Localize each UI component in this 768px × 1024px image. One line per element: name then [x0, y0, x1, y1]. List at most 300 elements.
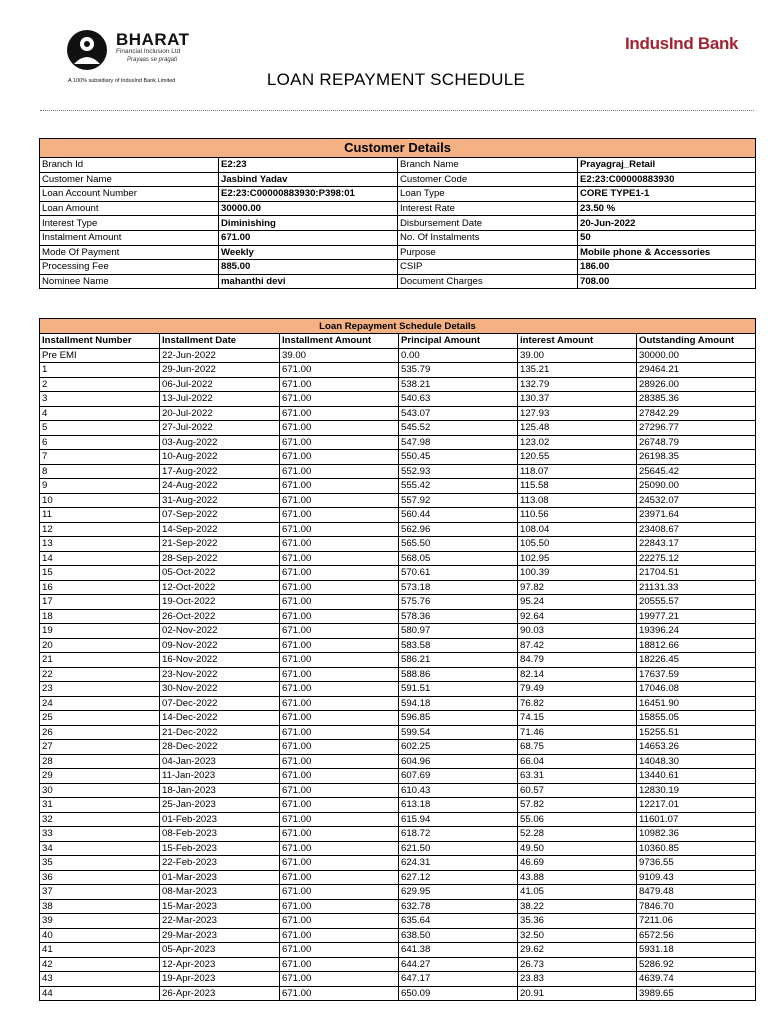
- table-cell: 12: [40, 522, 160, 537]
- table-row: [40, 725, 756, 740]
- table-cell: 671.00: [280, 522, 399, 537]
- table-row: [40, 537, 756, 552]
- customer-field-value: 23.50 %: [578, 201, 756, 216]
- table-cell: 05-Apr-2023: [160, 943, 280, 958]
- table-cell: 28-Dec-2022: [160, 740, 280, 755]
- table-cell: 31: [40, 798, 160, 813]
- table-cell: 632.78: [399, 899, 518, 914]
- table-cell: 20-Jul-2022: [160, 406, 280, 421]
- table-cell: 43.88: [518, 870, 637, 885]
- table-cell: 671.00: [280, 798, 399, 813]
- customer-field-value: 30000.00: [219, 201, 398, 216]
- table-cell: 17046.08: [637, 682, 756, 697]
- table-cell: 21: [40, 653, 160, 668]
- table-cell: 7846.70: [637, 899, 756, 914]
- table-cell: 30000.00: [637, 348, 756, 363]
- table-cell: 671.00: [280, 928, 399, 943]
- table-cell: 671.00: [280, 740, 399, 755]
- table-cell: 92.64: [518, 609, 637, 624]
- table-cell: 671.00: [280, 406, 399, 421]
- table-cell: 21704.51: [637, 566, 756, 581]
- table-row: [40, 508, 756, 523]
- customer-field-label: Document Charges: [398, 274, 578, 289]
- customer-field-value: 885.00: [219, 260, 398, 275]
- customer-field-value: Diminishing: [219, 216, 398, 231]
- table-cell: 26-Oct-2022: [160, 609, 280, 624]
- table-cell: 671.00: [280, 566, 399, 581]
- table-cell: 10-Aug-2022: [160, 450, 280, 465]
- schedule-column-header: Installment Number: [40, 334, 160, 349]
- table-row: [40, 363, 756, 378]
- table-cell: 24: [40, 696, 160, 711]
- customer-field-value: E2:23:C00000883930: [578, 172, 756, 187]
- table-row: [40, 957, 756, 972]
- table-cell: 545.52: [399, 421, 518, 436]
- customer-field-value: CORE TYPE1-1: [578, 187, 756, 202]
- customer-row: [40, 274, 756, 289]
- table-cell: 14-Dec-2022: [160, 711, 280, 726]
- table-cell: 28: [40, 754, 160, 769]
- table-cell: 95.24: [518, 595, 637, 610]
- table-cell: 647.17: [399, 972, 518, 987]
- table-cell: 671.00: [280, 885, 399, 900]
- table-cell: 25-Jan-2023: [160, 798, 280, 813]
- table-row: [40, 769, 756, 784]
- table-cell: 550.45: [399, 450, 518, 465]
- table-cell: 27296.77: [637, 421, 756, 436]
- table-cell: 15255.51: [637, 725, 756, 740]
- customer-field-label: Processing Fee: [40, 260, 219, 275]
- table-cell: 38.22: [518, 899, 637, 914]
- customer-field-value: 708.00: [578, 274, 756, 289]
- table-row: [40, 696, 756, 711]
- table-cell: 135.21: [518, 363, 637, 378]
- table-cell: 16: [40, 580, 160, 595]
- table-cell: 671.00: [280, 812, 399, 827]
- table-row: [40, 943, 756, 958]
- table-cell: 08-Feb-2023: [160, 827, 280, 842]
- customer-field-label: Interest Type: [40, 216, 219, 231]
- table-cell: 11-Jan-2023: [160, 769, 280, 784]
- table-cell: 26748.79: [637, 435, 756, 450]
- table-cell: 127.93: [518, 406, 637, 421]
- table-row: [40, 899, 756, 914]
- table-cell: 583.58: [399, 638, 518, 653]
- customer-row: [40, 230, 756, 245]
- table-cell: 66.04: [518, 754, 637, 769]
- table-cell: 671.00: [280, 551, 399, 566]
- table-cell: 602.25: [399, 740, 518, 755]
- table-cell: 5: [40, 421, 160, 436]
- table-cell: 12-Oct-2022: [160, 580, 280, 595]
- table-cell: 21131.33: [637, 580, 756, 595]
- table-cell: 629.95: [399, 885, 518, 900]
- bharat-logo-icon: [64, 28, 110, 72]
- table-cell: 671.00: [280, 464, 399, 479]
- table-cell: 41: [40, 943, 160, 958]
- customer-row: [40, 187, 756, 202]
- table-cell: 538.21: [399, 377, 518, 392]
- table-cell: 22-Jun-2022: [160, 348, 280, 363]
- table-cell: 671.00: [280, 957, 399, 972]
- table-cell: 11: [40, 508, 160, 523]
- table-row: [40, 856, 756, 871]
- table-cell: 30-Nov-2022: [160, 682, 280, 697]
- table-cell: 607.69: [399, 769, 518, 784]
- table-cell: 624.31: [399, 856, 518, 871]
- schedule-column-header: Outstanding Amount: [637, 334, 756, 349]
- table-cell: 610.43: [399, 783, 518, 798]
- brand-subsidiary: A 100% subsidiary of IndusInd Bank Limited: [68, 78, 176, 84]
- table-row: [40, 464, 756, 479]
- customer-details-heading-row: [40, 139, 756, 158]
- table-cell: 29-Jun-2022: [160, 363, 280, 378]
- table-cell: 16451.90: [637, 696, 756, 711]
- brand-name: BHARAT: [116, 30, 190, 49]
- brand-sub: Financial Inclusion Ltd: [116, 48, 181, 55]
- table-cell: 671.00: [280, 711, 399, 726]
- table-cell: 27842.29: [637, 406, 756, 421]
- table-cell: 17637.59: [637, 667, 756, 682]
- table-cell: 21-Sep-2022: [160, 537, 280, 552]
- table-cell: 12217.01: [637, 798, 756, 813]
- table-cell: 15: [40, 566, 160, 581]
- table-cell: 23971.64: [637, 508, 756, 523]
- indusind-bank-logo: IndusInd Bank: [625, 34, 739, 53]
- table-cell: 14-Sep-2022: [160, 522, 280, 537]
- table-cell: 671.00: [280, 943, 399, 958]
- table-row: [40, 377, 756, 392]
- table-cell: 14048.30: [637, 754, 756, 769]
- table-cell: 19: [40, 624, 160, 639]
- customer-field-value: mahanthi devi: [219, 274, 398, 289]
- table-cell: 87.42: [518, 638, 637, 653]
- table-cell: 671.00: [280, 421, 399, 436]
- table-cell: 41.05: [518, 885, 637, 900]
- table-cell: 39: [40, 914, 160, 929]
- customer-field-label: CSIP: [398, 260, 578, 275]
- table-cell: 27-Jul-2022: [160, 421, 280, 436]
- schedule-heading: Loan Repayment Schedule Details: [40, 319, 756, 334]
- table-cell: 671.00: [280, 682, 399, 697]
- table-cell: 15-Mar-2023: [160, 899, 280, 914]
- table-cell: 6572.56: [637, 928, 756, 943]
- table-row: [40, 986, 756, 1001]
- table-cell: 13-Jul-2022: [160, 392, 280, 407]
- table-cell: 57.82: [518, 798, 637, 813]
- table-row: [40, 885, 756, 900]
- table-cell: 19396.24: [637, 624, 756, 639]
- customer-row: [40, 216, 756, 231]
- table-cell: 100.39: [518, 566, 637, 581]
- table-row: [40, 595, 756, 610]
- table-cell: 29464.21: [637, 363, 756, 378]
- repayment-schedule-table: [39, 318, 756, 1001]
- table-cell: 01-Mar-2023: [160, 870, 280, 885]
- table-row: [40, 406, 756, 421]
- table-cell: 08-Mar-2023: [160, 885, 280, 900]
- table-cell: 19-Apr-2023: [160, 972, 280, 987]
- customer-row: [40, 201, 756, 216]
- table-cell: 13440.61: [637, 769, 756, 784]
- table-cell: 17: [40, 595, 160, 610]
- customer-field-value: E2:23: [219, 158, 398, 173]
- table-cell: 560.44: [399, 508, 518, 523]
- customer-field-label: Branch Name: [398, 158, 578, 173]
- dotted-divider: [40, 110, 754, 111]
- table-row: [40, 667, 756, 682]
- table-cell: 0.00: [399, 348, 518, 363]
- table-cell: 36: [40, 870, 160, 885]
- table-cell: 18-Jan-2023: [160, 783, 280, 798]
- customer-field-value: E2:23:C00000883930:P398:01: [219, 187, 398, 202]
- table-cell: 42: [40, 957, 160, 972]
- customer-field-label: Disbursement Date: [398, 216, 578, 231]
- table-cell: 37: [40, 885, 160, 900]
- customer-row: [40, 245, 756, 260]
- customer-field-label: Purpose: [398, 245, 578, 260]
- table-cell: 650.09: [399, 986, 518, 1001]
- customer-field-label: Branch Id: [40, 158, 219, 173]
- table-cell: 6: [40, 435, 160, 450]
- table-row: [40, 421, 756, 436]
- table-cell: 540.63: [399, 392, 518, 407]
- table-cell: 613.18: [399, 798, 518, 813]
- table-cell: 568.05: [399, 551, 518, 566]
- table-cell: 19977.21: [637, 609, 756, 624]
- table-cell: 110.56: [518, 508, 637, 523]
- customer-field-value: 20-Jun-2022: [578, 216, 756, 231]
- table-cell: 23-Nov-2022: [160, 667, 280, 682]
- table-cell: 113.08: [518, 493, 637, 508]
- table-cell: 10982.36: [637, 827, 756, 842]
- table-cell: 578.36: [399, 609, 518, 624]
- table-row: [40, 624, 756, 639]
- table-cell: 105.50: [518, 537, 637, 552]
- table-cell: 18812.66: [637, 638, 756, 653]
- table-cell: 118.07: [518, 464, 637, 479]
- table-cell: 3989.65: [637, 986, 756, 1001]
- customer-field-label: Customer Name: [40, 172, 219, 187]
- table-cell: 33: [40, 827, 160, 842]
- table-cell: 596.85: [399, 711, 518, 726]
- customer-field-value: Weekly: [219, 245, 398, 260]
- table-cell: 580.97: [399, 624, 518, 639]
- table-cell: 671.00: [280, 377, 399, 392]
- table-cell: 1: [40, 363, 160, 378]
- table-cell: 115.58: [518, 479, 637, 494]
- table-cell: 5286.92: [637, 957, 756, 972]
- table-row: [40, 812, 756, 827]
- document-header: [0, 0, 768, 115]
- table-cell: 671.00: [280, 638, 399, 653]
- table-cell: 19-Oct-2022: [160, 595, 280, 610]
- table-cell: 84.79: [518, 653, 637, 668]
- table-cell: 594.18: [399, 696, 518, 711]
- table-row: [40, 870, 756, 885]
- table-cell: 575.76: [399, 595, 518, 610]
- customer-field-value: 50: [578, 230, 756, 245]
- table-cell: 9: [40, 479, 160, 494]
- table-cell: 635.64: [399, 914, 518, 929]
- table-cell: 76.82: [518, 696, 637, 711]
- table-cell: 22275.12: [637, 551, 756, 566]
- table-cell: 26: [40, 725, 160, 740]
- customer-details-heading: Customer Details: [40, 139, 756, 158]
- table-cell: 16-Nov-2022: [160, 653, 280, 668]
- table-cell: 34: [40, 841, 160, 856]
- table-cell: 7211.06: [637, 914, 756, 929]
- schedule-column-header: Installment Amount: [280, 334, 399, 349]
- customer-field-label: No. Of Instalments: [398, 230, 578, 245]
- table-cell: 671.00: [280, 363, 399, 378]
- table-cell: 615.94: [399, 812, 518, 827]
- table-cell: 547.98: [399, 435, 518, 450]
- table-cell: 26198.35: [637, 450, 756, 465]
- table-cell: 23.83: [518, 972, 637, 987]
- schedule-column-header: interest Amount: [518, 334, 637, 349]
- table-cell: 9736.55: [637, 856, 756, 871]
- table-cell: 55.06: [518, 812, 637, 827]
- customer-field-value: 186.00: [578, 260, 756, 275]
- table-row: [40, 682, 756, 697]
- table-cell: 60.57: [518, 783, 637, 798]
- table-cell: 49.50: [518, 841, 637, 856]
- table-cell: 671.00: [280, 769, 399, 784]
- table-cell: 18: [40, 609, 160, 624]
- table-cell: 671.00: [280, 856, 399, 871]
- page-title: LOAN REPAYMENT SCHEDULE: [266, 70, 526, 89]
- table-cell: 40: [40, 928, 160, 943]
- table-cell: 31-Aug-2022: [160, 493, 280, 508]
- table-cell: 618.72: [399, 827, 518, 842]
- table-cell: 09-Nov-2022: [160, 638, 280, 653]
- table-cell: 671.00: [280, 870, 399, 885]
- table-row: [40, 435, 756, 450]
- table-cell: 671.00: [280, 972, 399, 987]
- table-cell: 671.00: [280, 435, 399, 450]
- table-cell: 12830.19: [637, 783, 756, 798]
- table-cell: 604.96: [399, 754, 518, 769]
- table-cell: 4639.74: [637, 972, 756, 987]
- table-cell: 671.00: [280, 624, 399, 639]
- table-cell: 108.04: [518, 522, 637, 537]
- table-cell: 74.15: [518, 711, 637, 726]
- table-cell: 671.00: [280, 479, 399, 494]
- table-cell: 671.00: [280, 696, 399, 711]
- customer-row: [40, 158, 756, 173]
- table-cell: 10360.85: [637, 841, 756, 856]
- table-cell: 641.38: [399, 943, 518, 958]
- customer-field-label: Loan Account Number: [40, 187, 219, 202]
- table-cell: 638.50: [399, 928, 518, 943]
- customer-field-label: Interest Rate: [398, 201, 578, 216]
- table-cell: 11601.07: [637, 812, 756, 827]
- table-cell: 12-Apr-2023: [160, 957, 280, 972]
- table-cell: 90.03: [518, 624, 637, 639]
- table-cell: 05-Oct-2022: [160, 566, 280, 581]
- table-cell: 671.00: [280, 450, 399, 465]
- table-cell: 671.00: [280, 986, 399, 1001]
- brand-tagline: Prayaas se pragati: [127, 57, 178, 63]
- table-cell: 28385.36: [637, 392, 756, 407]
- table-cell: 555.42: [399, 479, 518, 494]
- table-cell: 671.00: [280, 493, 399, 508]
- table-cell: 23408.67: [637, 522, 756, 537]
- customer-field-label: Customer Code: [398, 172, 578, 187]
- table-cell: 671.00: [280, 595, 399, 610]
- table-cell: 570.61: [399, 566, 518, 581]
- customer-row: [40, 260, 756, 275]
- table-cell: 671.00: [280, 580, 399, 595]
- table-row: [40, 783, 756, 798]
- table-cell: 671.00: [280, 899, 399, 914]
- table-cell: 13: [40, 537, 160, 552]
- table-cell: 07-Sep-2022: [160, 508, 280, 523]
- table-cell: 535.79: [399, 363, 518, 378]
- table-cell: 21-Dec-2022: [160, 725, 280, 740]
- table-cell: 39.00: [518, 348, 637, 363]
- table-cell: 627.12: [399, 870, 518, 885]
- table-cell: 02-Nov-2022: [160, 624, 280, 639]
- customer-field-label: Loan Amount: [40, 201, 219, 216]
- customer-field-value: Prayagraj_Retail: [578, 158, 756, 173]
- table-cell: 29: [40, 769, 160, 784]
- table-cell: 671.00: [280, 653, 399, 668]
- table-row: [40, 479, 756, 494]
- table-row: [40, 493, 756, 508]
- table-cell: 573.18: [399, 580, 518, 595]
- table-cell: 29.62: [518, 943, 637, 958]
- table-cell: 557.92: [399, 493, 518, 508]
- table-cell: 07-Dec-2022: [160, 696, 280, 711]
- customer-details-table: [39, 138, 756, 289]
- table-cell: 32: [40, 812, 160, 827]
- table-cell: 588.86: [399, 667, 518, 682]
- customer-field-label: Loan Type: [398, 187, 578, 202]
- table-cell: 671.00: [280, 841, 399, 856]
- customer-row: [40, 172, 756, 187]
- table-cell: 671.00: [280, 392, 399, 407]
- schedule-column-header: Principal Amount: [399, 334, 518, 349]
- schedule-column-header: Installment Date: [160, 334, 280, 349]
- table-cell: 123.02: [518, 435, 637, 450]
- table-cell: 562.96: [399, 522, 518, 537]
- table-cell: 20.91: [518, 986, 637, 1001]
- table-cell: 125.48: [518, 421, 637, 436]
- table-cell: 15-Feb-2023: [160, 841, 280, 856]
- table-cell: 671.00: [280, 783, 399, 798]
- table-cell: 20: [40, 638, 160, 653]
- table-cell: 22-Mar-2023: [160, 914, 280, 929]
- table-cell: 599.54: [399, 725, 518, 740]
- table-row: [40, 711, 756, 726]
- table-cell: 24532.07: [637, 493, 756, 508]
- table-cell: 01-Feb-2023: [160, 812, 280, 827]
- customer-field-label: Instalment Amount: [40, 230, 219, 245]
- table-cell: 130.37: [518, 392, 637, 407]
- table-cell: Pre EMI: [40, 348, 160, 363]
- table-cell: 04-Jan-2023: [160, 754, 280, 769]
- table-cell: 71.46: [518, 725, 637, 740]
- table-row: [40, 566, 756, 581]
- table-cell: 4: [40, 406, 160, 421]
- table-cell: 15855.05: [637, 711, 756, 726]
- table-cell: 671.00: [280, 754, 399, 769]
- table-row: [40, 653, 756, 668]
- table-cell: 120.55: [518, 450, 637, 465]
- table-cell: 97.82: [518, 580, 637, 595]
